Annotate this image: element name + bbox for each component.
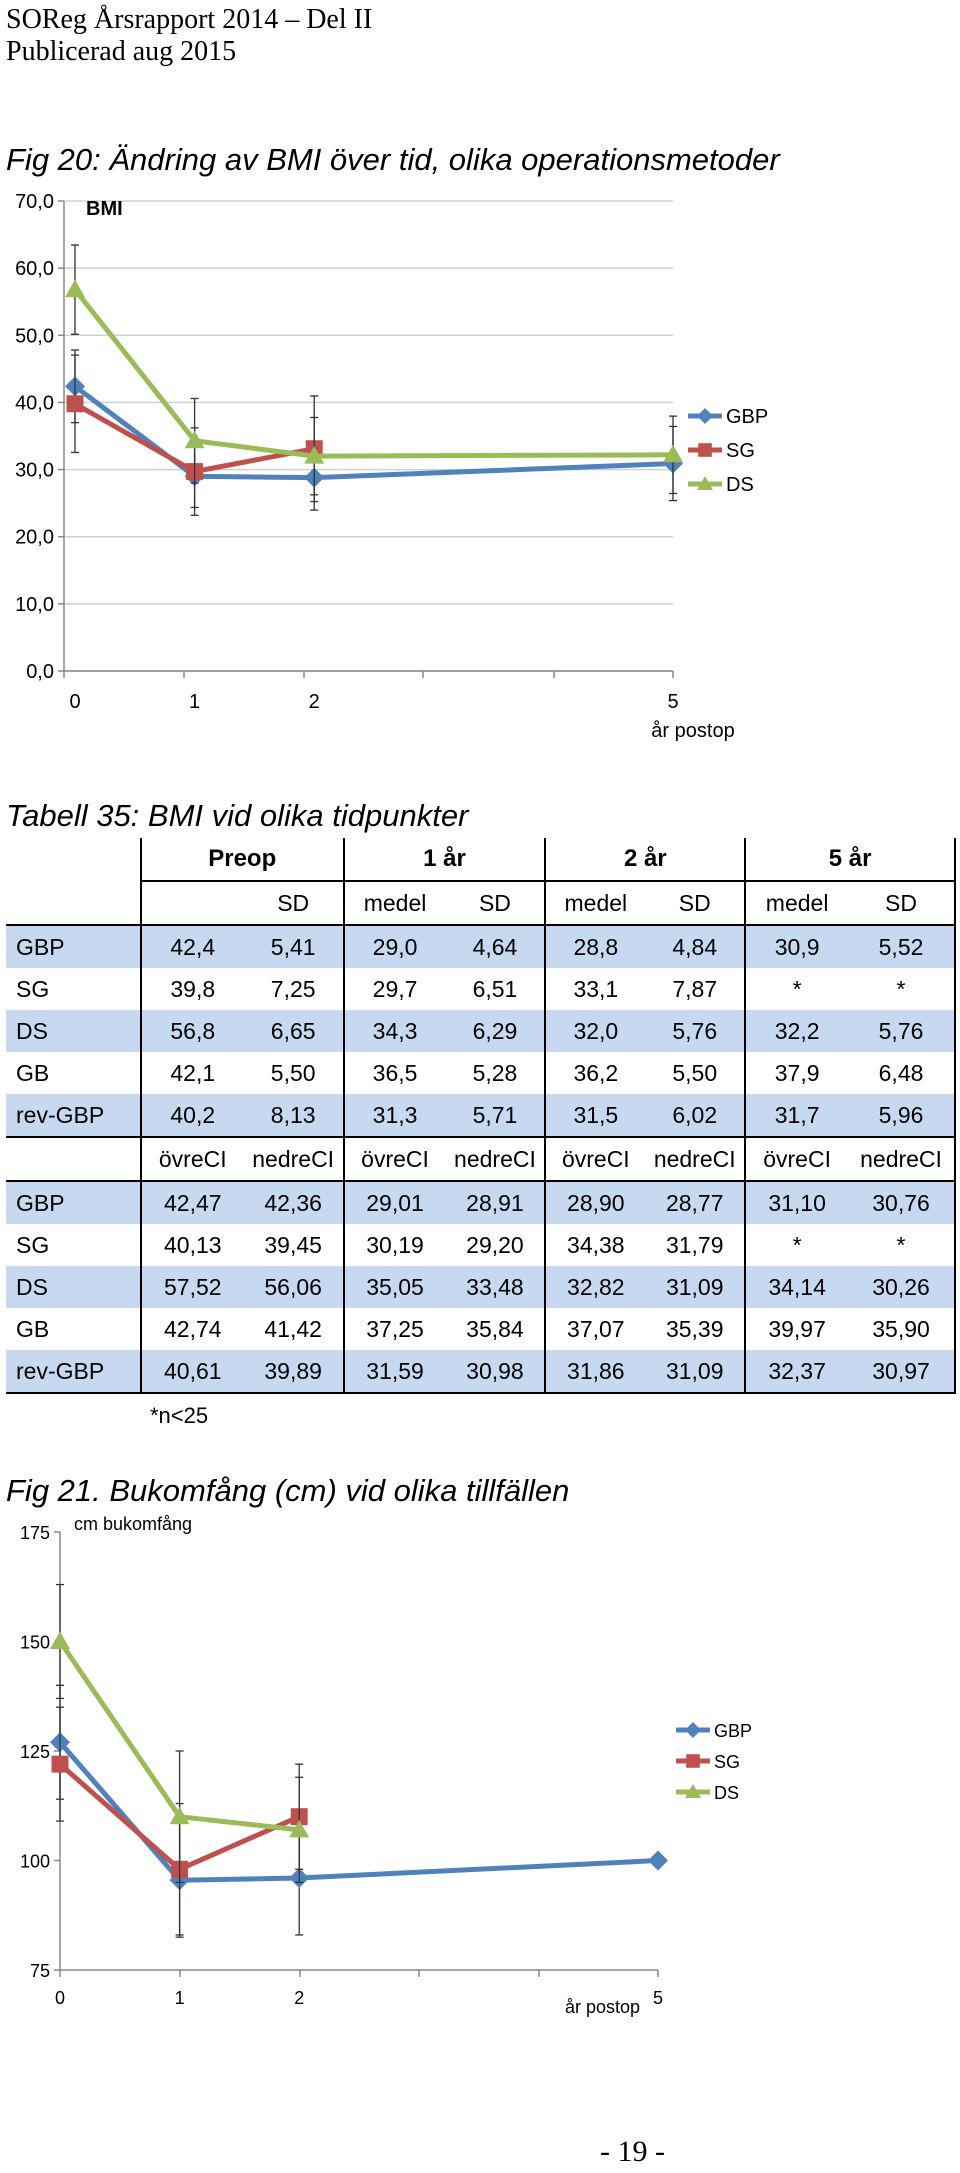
x-tick-label: 1 [174, 1988, 185, 2008]
table35-title: Tabell 35: BMI vid olika tidpunkter [6, 798, 469, 833]
ci-header-cell: nedreCI [445, 1137, 545, 1181]
group-label: 2 år [545, 838, 745, 881]
table-footnote: *n<25 [150, 1403, 209, 1428]
y-axis-title: cm bukomfång [74, 1514, 193, 1534]
group-header-row [6, 838, 955, 881]
table-cell: 37,25 [344, 1308, 446, 1350]
table-cell: 5,50 [270, 1059, 316, 1086]
table-cell: 34,14 [745, 1266, 848, 1308]
table-cell: 5,41 [244, 925, 344, 968]
table-cell: 39,89 [244, 1350, 344, 1393]
group-label: 5 år [745, 838, 955, 881]
table-cell: 35,39 [665, 1315, 724, 1342]
row-label: GB [16, 1315, 50, 1342]
table-cell: 31,09 [645, 1350, 745, 1393]
publication-date: Publicerad aug 2015 [6, 36, 237, 67]
table-cell: 31,79 [665, 1231, 724, 1258]
table-cell: 4,84 [645, 925, 745, 968]
group-label: Preop [141, 838, 344, 881]
sub-header-cell: medel [344, 881, 446, 925]
table-row [6, 1224, 955, 1266]
legend-marker-gbp [697, 408, 713, 424]
table-cell: 34,38 [545, 1224, 645, 1266]
ci-header-cell: övreCI [141, 1137, 244, 1181]
table-cell: 30,98 [445, 1350, 545, 1393]
row-label: SG [16, 1231, 50, 1258]
table-cell: 32,37 [745, 1350, 848, 1393]
table-cell: 37,9 [745, 1052, 848, 1094]
table-cell: 28,8 [545, 925, 645, 968]
y-axis-title: BMI [86, 198, 123, 220]
table-cell: 6,02 [645, 1094, 745, 1137]
table-cell: 30,9 [745, 925, 848, 968]
table-cell: 40,2 [141, 1094, 244, 1137]
table-row [6, 1266, 955, 1308]
table-cell: 30,19 [344, 1224, 446, 1266]
report-title: SOReg Årsrapport 2014 – Del II [6, 4, 373, 35]
x-tick-label: 2 [308, 691, 320, 713]
table-cell: 32,2 [745, 1010, 848, 1052]
y-tick-label: 40,0 [15, 392, 54, 415]
row-label: GBP [6, 1181, 141, 1224]
sub-header-row [6, 881, 955, 925]
x-axis-title: år postop [651, 720, 735, 742]
ci-header-cell: nedreCI [244, 1137, 344, 1181]
table-cell: 35,84 [466, 1315, 524, 1342]
table-cell: 5,96 [848, 1094, 955, 1137]
table-cell: 42,74 [141, 1308, 244, 1350]
table-cell: 31,3 [344, 1094, 446, 1137]
sub-header-cell: SD [244, 881, 344, 925]
table-cell: 31,5 [545, 1094, 645, 1137]
table-row [6, 1052, 955, 1094]
table-cell: 29,0 [344, 925, 446, 968]
series-line-ds [75, 290, 673, 457]
table-cell: 28,90 [545, 1181, 645, 1224]
table-cell: 6,29 [445, 1010, 545, 1052]
table-cell: 35,05 [344, 1266, 446, 1308]
table-cell: 33,48 [445, 1266, 545, 1308]
table-cell: 8,13 [244, 1094, 344, 1137]
x-tick-label: 5 [652, 1988, 664, 2008]
table-cell: 5,52 [848, 925, 955, 968]
x-tick-label: 2 [294, 1988, 305, 2008]
data-point-sg [67, 395, 84, 412]
data-point-ds [65, 280, 85, 298]
table-cell: 35,90 [848, 1308, 955, 1350]
table-cell: 5,76 [848, 1010, 955, 1052]
table-cell: 56,8 [141, 1010, 244, 1052]
x-tick-label: 0 [54, 1988, 66, 2008]
fig21-title: Fig 21. Bukomfång (cm) vid olika tillfällen [6, 1473, 570, 1508]
table-cell: 5,76 [645, 1010, 745, 1052]
legend-marker-gbp [685, 1722, 701, 1738]
sub-header-cell: medel [545, 881, 645, 925]
y-tick-label: 175 [19, 1523, 50, 1543]
fig20-chart [0, 180, 960, 740]
data-point-sg [52, 1756, 69, 1773]
table-cell: 30,76 [848, 1181, 955, 1224]
legend-marker-sg [686, 1754, 700, 1768]
row-label: GBP [6, 925, 141, 968]
y-tick-label: 150 [19, 1632, 50, 1653]
table-cell: 31,7 [745, 1094, 848, 1137]
table-row [6, 1010, 955, 1052]
fig20-title: Fig 20: Ändring av BMI över tid, olika operationsmetoder [6, 142, 780, 177]
table-cell: 40,61 [141, 1350, 244, 1393]
table-cell: 31,59 [344, 1350, 446, 1393]
ci-header-cell: nedreCI [645, 1137, 745, 1181]
table-cell: 7,87 [672, 975, 718, 1002]
table-cell: 34,3 [344, 1010, 446, 1052]
table-cell: 31,86 [545, 1350, 645, 1393]
table-cell: 33,1 [545, 968, 645, 1010]
sub-header-cell: SD [848, 881, 955, 925]
table-cell: 36,5 [344, 1052, 446, 1094]
sub-header-cell: SD [445, 881, 545, 925]
table-cell: 56,06 [244, 1266, 344, 1308]
y-tick-label: 100 [19, 1851, 50, 1872]
y-tick-label: 75 [29, 1961, 50, 1981]
page-number: - 19 - [600, 2135, 665, 2168]
table-cell: 4,64 [445, 925, 545, 968]
table-cell: 39,97 [745, 1308, 848, 1350]
legend-label: DS [726, 474, 754, 496]
table-row [6, 1181, 955, 1224]
table-cell: * [745, 1224, 848, 1266]
table-cell: 32,0 [545, 1010, 645, 1052]
table-cell: 28,77 [645, 1181, 745, 1224]
table-cell: 5,71 [445, 1094, 545, 1137]
table-cell: 41,42 [264, 1315, 322, 1342]
y-tick-label: 0,0 [26, 661, 54, 683]
table-cell: 36,2 [545, 1052, 645, 1094]
table-cell: 42,1 [141, 1052, 244, 1094]
table-row [6, 925, 955, 968]
table-cell: * [848, 968, 955, 1010]
ci-header-cell: övreCI [545, 1137, 645, 1181]
table-cell: 30,26 [848, 1266, 955, 1308]
table-row [6, 1308, 955, 1350]
bmi-table [6, 838, 956, 1394]
row-label: GB [16, 1059, 50, 1086]
fig21-chart [0, 1510, 960, 2050]
y-tick-label: 10,0 [15, 593, 54, 616]
table-cell: 31,10 [745, 1181, 848, 1224]
group-label: 1 år [344, 838, 546, 881]
sub-header-cell: medel [745, 881, 848, 925]
table-cell: 39,8 [141, 968, 244, 1010]
data-point-ds [50, 1632, 70, 1650]
y-tick-label: 30,0 [15, 459, 54, 482]
legend-marker-sg [698, 443, 712, 457]
table-cell: 31,09 [645, 1266, 745, 1308]
legend-label: GBP [726, 406, 769, 428]
table-cell: 32,82 [545, 1266, 645, 1308]
table-cell: 42,4 [141, 925, 244, 968]
table-cell: 6,65 [244, 1010, 344, 1052]
table-cell: 30,97 [848, 1350, 955, 1393]
table-cell: 28,91 [445, 1181, 545, 1224]
x-tick-label: 1 [189, 691, 201, 713]
legend-label: SG [726, 440, 755, 462]
table-cell: 29,01 [344, 1181, 446, 1224]
x-tick-label: 0 [69, 691, 81, 713]
row-label: DS [6, 1010, 141, 1052]
y-tick-label: 20,0 [15, 526, 54, 549]
ci-header-cell: övreCI [344, 1137, 446, 1181]
table-row [6, 1350, 955, 1393]
y-tick-label: 60,0 [15, 258, 54, 281]
table-cell: 5,28 [472, 1059, 518, 1086]
legend-label: GBP [714, 1721, 753, 1741]
table-cell: * [745, 968, 848, 1010]
table-row [6, 1094, 955, 1137]
y-tick-label: 125 [19, 1742, 50, 1762]
table-cell: 57,52 [141, 1266, 244, 1308]
table-cell: 39,45 [264, 1231, 322, 1258]
x-tick-label: 5 [667, 691, 679, 713]
row-label: rev-GBP [6, 1350, 141, 1393]
table-cell: 40,13 [141, 1224, 244, 1266]
x-axis-title: år postop [564, 1997, 640, 2017]
y-tick-label: 70,0 [15, 191, 54, 213]
table-row [6, 968, 955, 1010]
table-cell: 37,07 [545, 1308, 645, 1350]
row-label: SG [16, 975, 50, 1002]
table-cell: 42,36 [244, 1181, 344, 1224]
row-label: rev-GBP [6, 1094, 141, 1137]
legend-label: SG [714, 1752, 741, 1772]
series-line-gbp [60, 1742, 658, 1880]
table-cell: 7,25 [270, 975, 316, 1002]
table-cell: 29,20 [466, 1231, 524, 1258]
ci-header-cell: övreCI [745, 1137, 848, 1181]
ci-header-row [6, 1137, 955, 1181]
table-cell: * [848, 1224, 955, 1266]
table-cell: 29,7 [344, 968, 446, 1010]
table-cell: 6,48 [848, 1052, 955, 1094]
ci-header-cell: nedreCI [848, 1137, 955, 1181]
data-point-gbp [648, 1851, 668, 1871]
table-cell: 5,50 [672, 1059, 718, 1086]
legend-label: DS [714, 1783, 740, 1803]
y-tick-label: 50,0 [15, 325, 54, 348]
row-label: DS [6, 1266, 141, 1308]
table-cell: 6,51 [472, 975, 518, 1002]
table-cell: 42,47 [141, 1181, 244, 1224]
sub-header-cell: SD [645, 881, 745, 925]
